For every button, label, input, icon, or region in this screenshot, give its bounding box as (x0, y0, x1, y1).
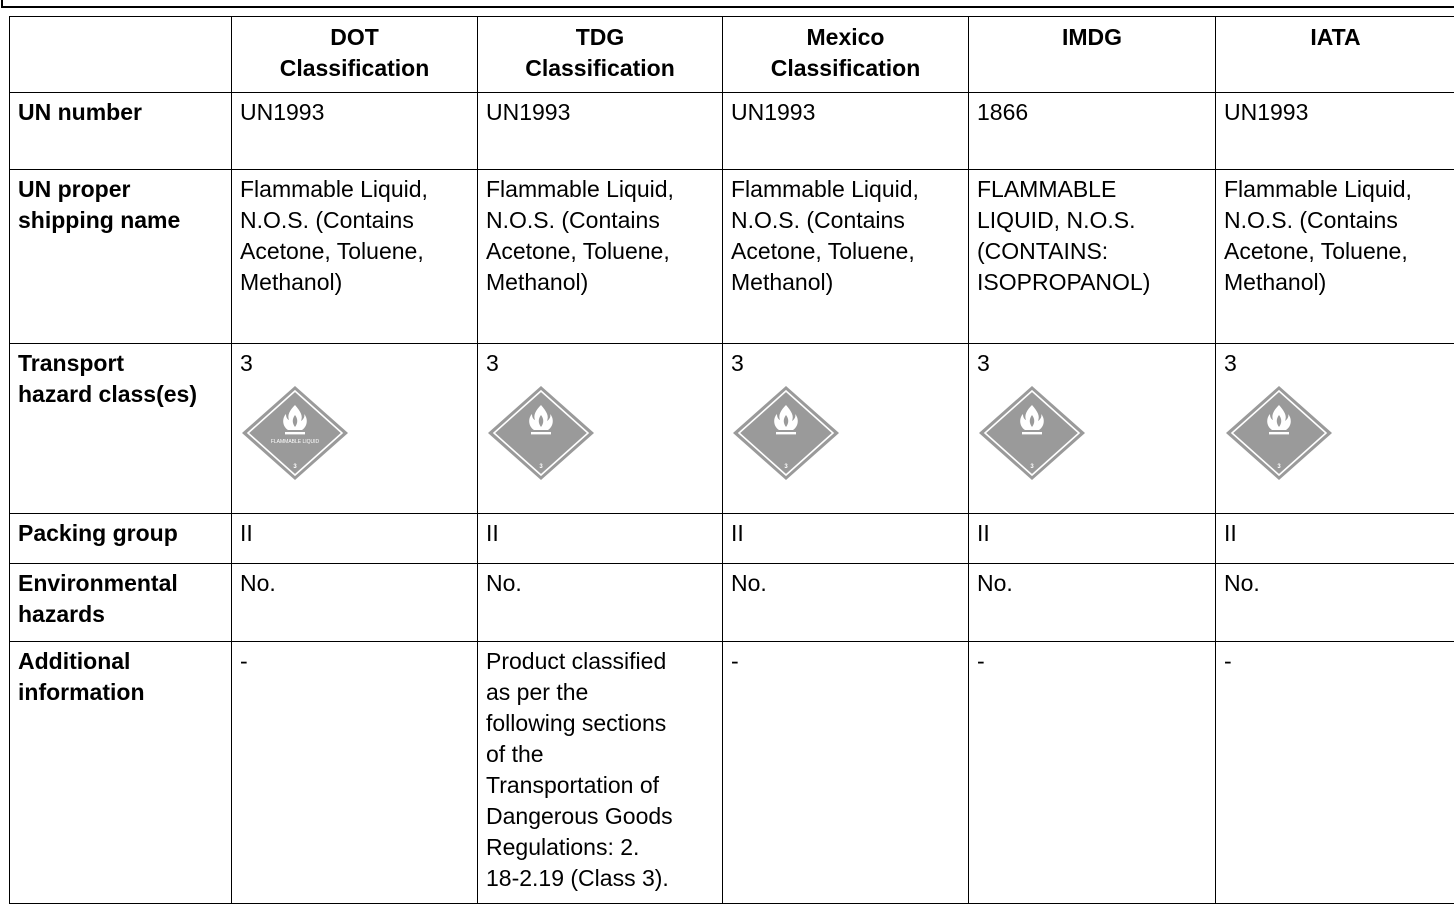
table-cell (232, 344, 478, 514)
table-cell: - (232, 642, 478, 904)
table-row (10, 642, 1454, 904)
flammable-liquid-placard (731, 385, 960, 489)
flammable-liquid-placard (240, 385, 469, 489)
table-cell: II (969, 514, 1216, 564)
table-cell: No. (969, 564, 1216, 642)
placard-svg (240, 385, 350, 481)
placard-class-number: 3 (293, 464, 297, 470)
col-header-mexico: Mexico Classification (723, 17, 969, 93)
table-cell: Flammable Liquid, N.O.S. (Contains Acetone, Toluene, Methanol) (1216, 170, 1454, 344)
table-cell (969, 344, 1216, 514)
placard-caption: FLAMMABLE LIQUID (270, 439, 320, 445)
table-cell: II (478, 514, 723, 564)
table-cell: - (969, 642, 1216, 904)
table-cell: Product classified as per the following sections of the Transportation of Dangerous Goods Regulations: 2. 18-2.19 (Class 3). (478, 642, 723, 904)
table-cell (478, 344, 723, 514)
placard-class-number: 3 (784, 464, 788, 470)
table-cell: UN1993 (1216, 93, 1454, 170)
hazard-class-value: 3 (977, 350, 990, 376)
placard-svg (977, 385, 1087, 481)
table-cell: UN1993 (723, 93, 969, 170)
table-cell: FLAMMABLE LIQUID, N.O.S. (CONTAINS: ISOPROPANOL) (969, 170, 1216, 344)
table-cell: - (1216, 642, 1454, 904)
table-cell: 1866 (969, 93, 1216, 170)
table-cell: No. (1216, 564, 1454, 642)
table-cell: No. (232, 564, 478, 642)
table-cell: UN1993 (232, 93, 478, 170)
section-frame (1, 0, 1454, 8)
col-header-tdg: TDG Classification (478, 17, 723, 93)
table-cell: Flammable Liquid, N.O.S. (Contains Acetone, Toluene, Methanol) (723, 170, 969, 344)
col-header-iata: IATA (1216, 17, 1454, 93)
table-row (10, 344, 1454, 514)
table-row (10, 93, 1454, 170)
table-cell (1216, 344, 1454, 514)
table-row (10, 170, 1454, 344)
table-cell: II (723, 514, 969, 564)
table-cell: No. (723, 564, 969, 642)
row-header: Transport hazard class(es) (10, 344, 232, 514)
placard-class-number: 3 (1277, 464, 1281, 470)
row-header: UN number (10, 93, 232, 170)
table-cell: II (232, 514, 478, 564)
hazard-class-value: 3 (240, 350, 253, 376)
hazard-class-value: 3 (731, 350, 744, 376)
placard-svg (486, 385, 596, 481)
table-cell: No. (478, 564, 723, 642)
table-cell: II (1216, 514, 1454, 564)
table-row (10, 564, 1454, 642)
flammable-liquid-placard (1224, 385, 1447, 489)
row-header: Additional information (10, 642, 232, 904)
col-header-dot: DOT Classification (232, 17, 478, 93)
flammable-liquid-placard (486, 385, 714, 489)
corner-cell (10, 17, 232, 93)
hazard-class-value: 3 (486, 350, 499, 376)
row-header: Environmental hazards (10, 564, 232, 642)
table-cell: - (723, 642, 969, 904)
row-header: Packing group (10, 514, 232, 564)
row-header: UN proper shipping name (10, 170, 232, 344)
table-cell: Flammable Liquid, N.O.S. (Contains Acetone, Toluene, Methanol) (478, 170, 723, 344)
table-cell: UN1993 (478, 93, 723, 170)
col-header-imdg: IMDG (969, 17, 1216, 93)
header-row (10, 17, 1454, 93)
hazard-class-value: 3 (1224, 350, 1237, 376)
placard-class-number: 3 (539, 464, 543, 470)
transport-info-table (9, 16, 1454, 904)
placard-svg (731, 385, 841, 481)
table-row (10, 514, 1454, 564)
placard-svg (1224, 385, 1334, 481)
table-cell (723, 344, 969, 514)
placard-class-number: 3 (1030, 464, 1034, 470)
table-cell: Flammable Liquid, N.O.S. (Contains Acetone, Toluene, Methanol) (232, 170, 478, 344)
flammable-liquid-placard (977, 385, 1207, 489)
